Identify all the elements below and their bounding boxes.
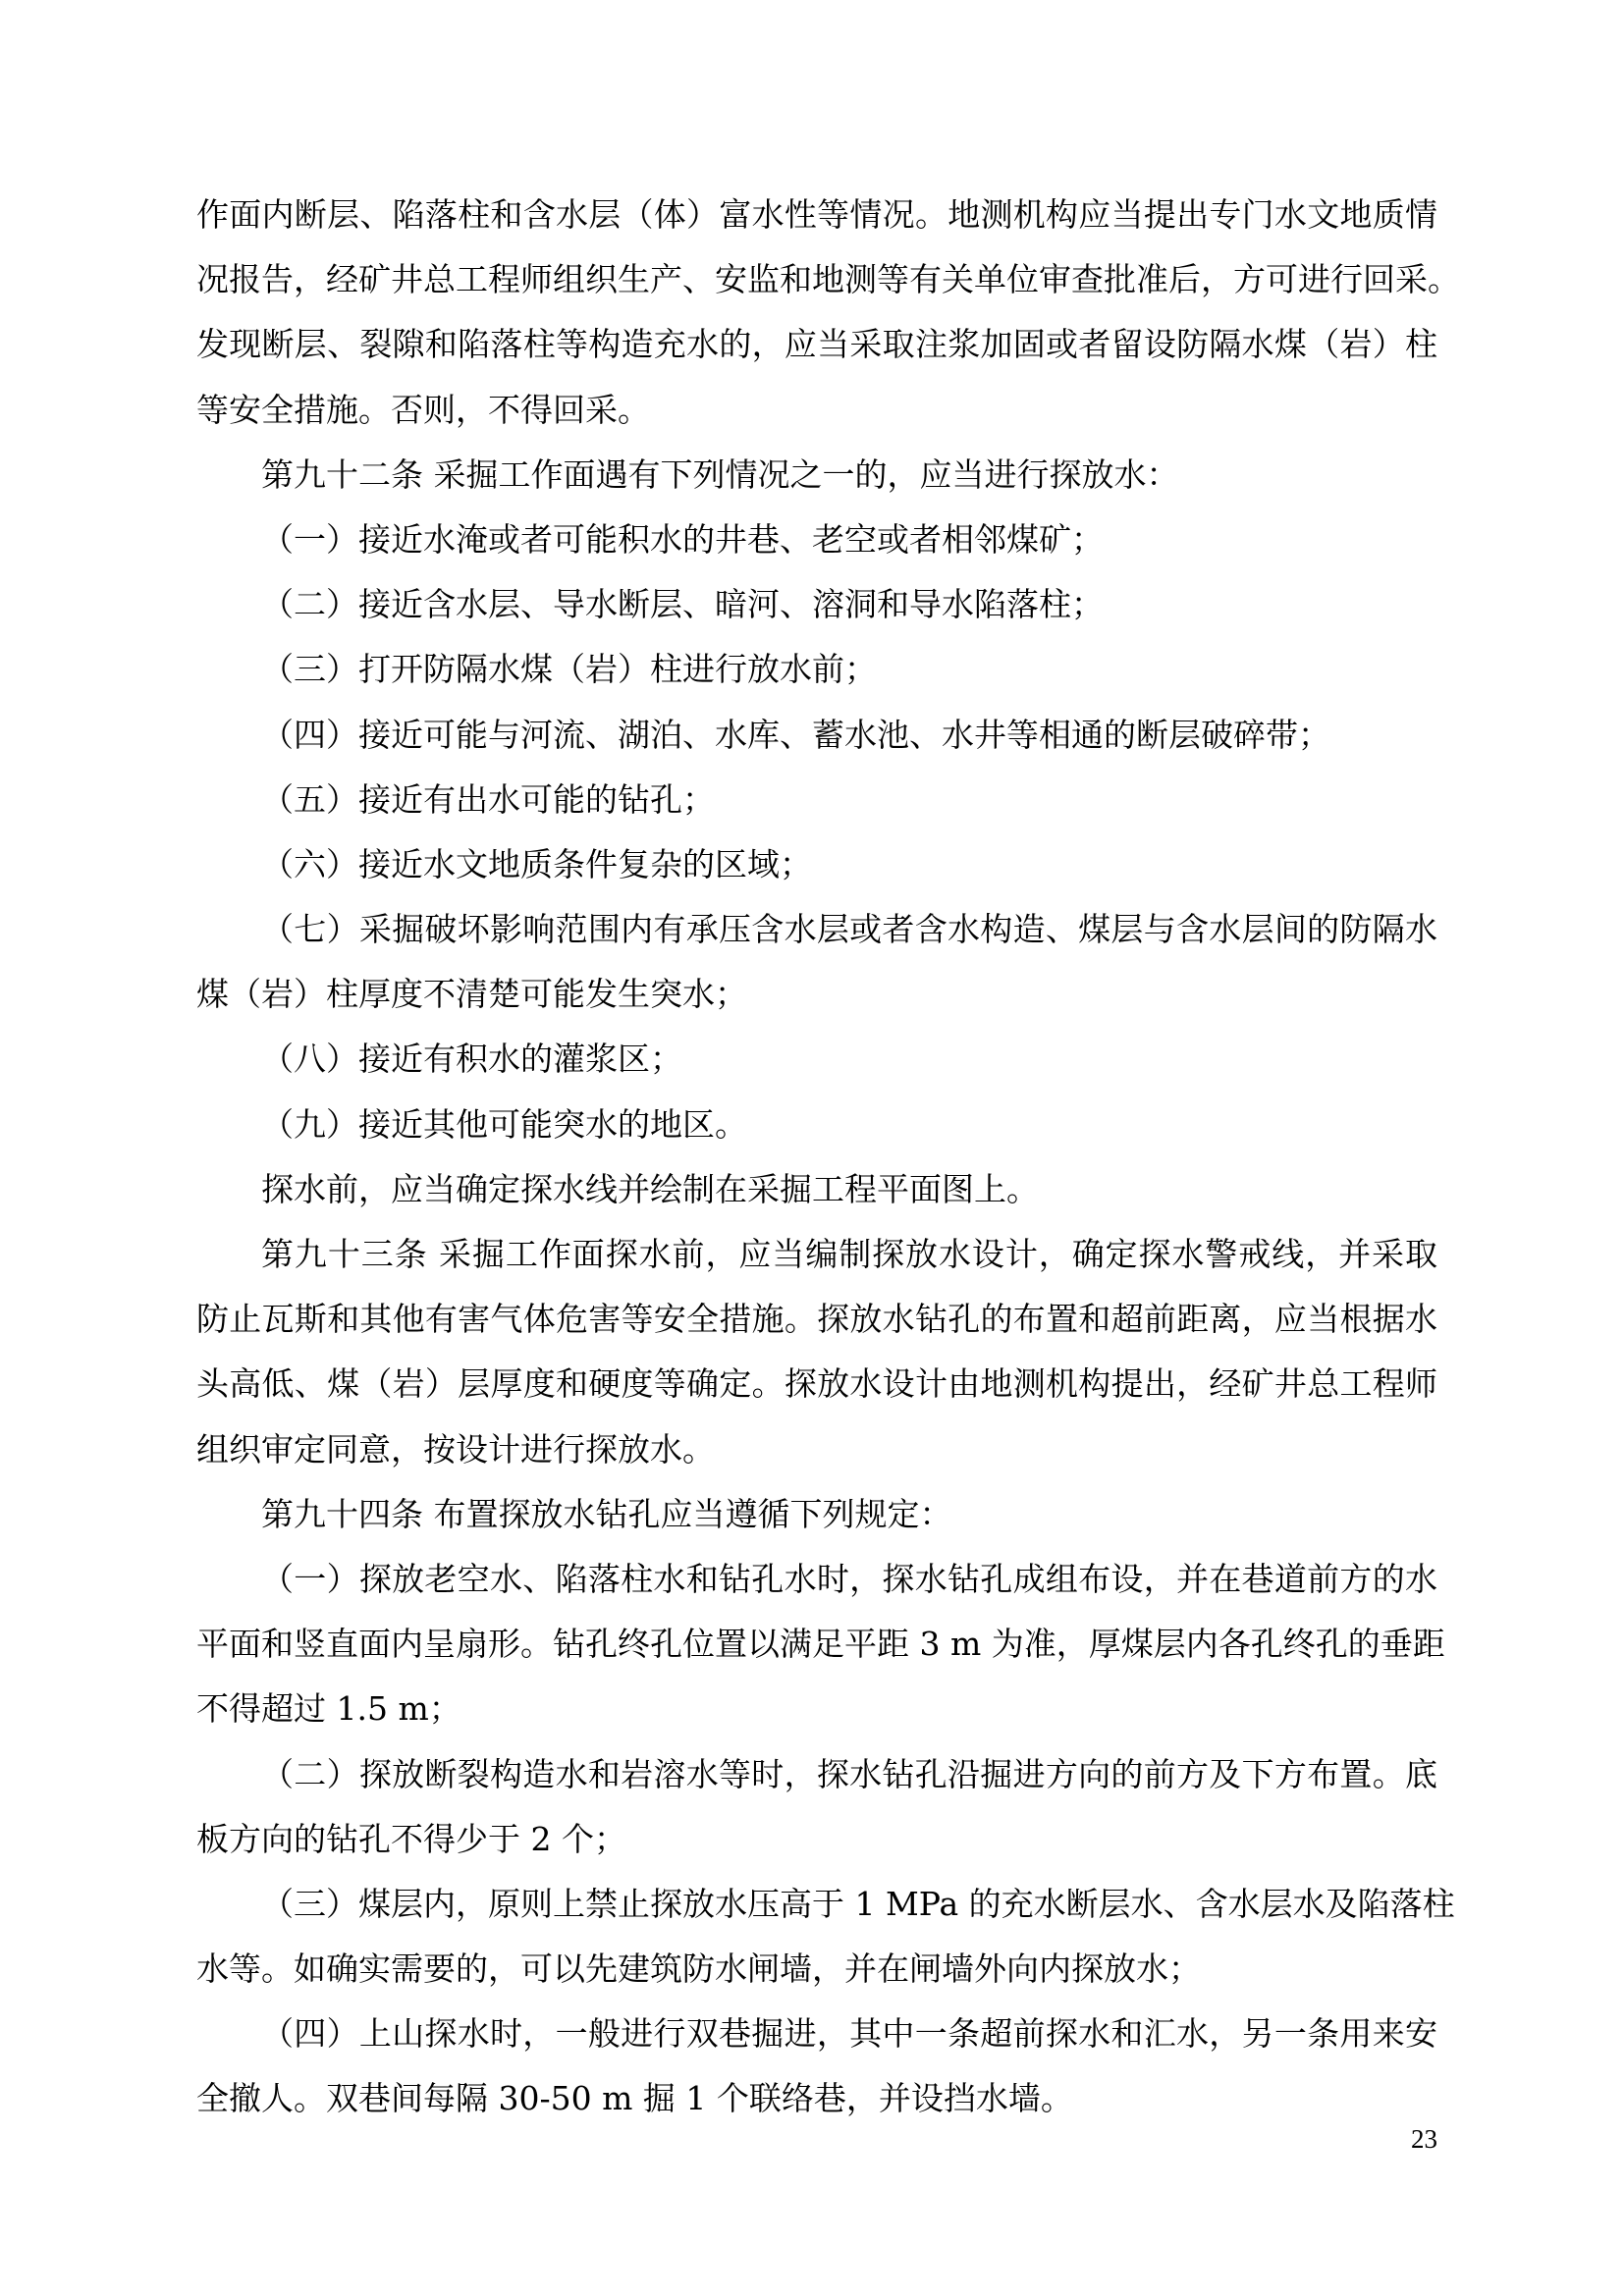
list-item: （五）接近有出水可能的钻孔； xyxy=(261,779,715,819)
list-item: （六）接近水文地质条件复杂的区域； xyxy=(261,844,812,883)
list-item: （二）探放断裂构造水和岩溶水等时，探水钻孔沿掘进方向的前方及下方布置。底 xyxy=(261,1754,1437,1793)
list-item: （七）采掘破坏影响范围内有承压含水层或者含水构造、煤层与含水层间的防隔水 xyxy=(261,910,1437,949)
list-item: （三）打开防隔水煤（岩）柱进行放水前； xyxy=(261,650,877,689)
body-text xyxy=(196,183,1460,2132)
list-item: （四）接近可能与河流、湖泊、水库、蓄水池、水井等相通的断层破碎带； xyxy=(261,715,1330,754)
text-line: 煤（岩）柱厚度不清楚可能发生突水； xyxy=(196,975,747,1014)
text-line: 头高低、煤（岩）层厚度和硬度等确定。探放水设计由地测机构提出，经矿井总工程师 xyxy=(196,1364,1437,1404)
list-item: （一）接近水淹或者可能积水的井巷、老空或者相邻煤矿； xyxy=(261,519,1104,559)
list-item: （九）接近其他可能突水的地区。 xyxy=(261,1104,747,1144)
list-item: （二）接近含水层、导水断层、暗河、溶洞和导水陷落柱； xyxy=(261,585,1104,624)
text-line: 水等。如确实需要的，可以先建筑防水闸墙，并在闸墙外向内探放水； xyxy=(196,1949,1201,1989)
text-line: 等安全措施。否则，不得回采。 xyxy=(196,390,650,429)
list-item: （四）上山探水时，一般进行双巷掘进，其中一条超前探水和汇水，另一条用来安 xyxy=(261,2014,1437,2054)
text-line: 不得超过 1.5 m； xyxy=(196,1689,461,1729)
article-heading-93: 第九十三条 采掘工作面探水前，应当编制探放水设计，确定探水警戒线，并采取 xyxy=(261,1235,1437,1273)
text-line: 板方向的钻孔不得少于 2 个； xyxy=(196,1819,626,1858)
text-line: 组织审定同意，按设计进行探放水。 xyxy=(196,1429,715,1468)
text-line: 况报告，经矿井总工程师组织生产、安监和地测等有关单位审查批准后，方可进行回采。 xyxy=(196,260,1460,299)
list-item: （三）煤层内，原则上禁止探放水压高于 1 MPa 的充水断层水、含水层水及陷落柱 xyxy=(261,1884,1455,1923)
list-item: （一）探放老空水、陷落柱水和钻孔水时，探水钻孔成组布设，并在巷道前方的水 xyxy=(261,1559,1437,1598)
list-item: （八）接近有积水的灌浆区； xyxy=(261,1040,682,1079)
text-line: 作面内断层、陷落柱和含水层（体）富水性等情况。地测机构应当提出专门水文地质情 xyxy=(196,195,1437,234)
paragraph: 探水前，应当确定探水线并绘制在采掘工程平面图上。 xyxy=(261,1169,1039,1208)
text-line: 发现断层、裂隙和陷落柱等构造充水的，应当采取注浆加固或者留设防隔水煤（岩）柱 xyxy=(196,325,1437,364)
article-heading-92: 第九十二条 采掘工作面遇有下列情况之一的，应当进行探放水： xyxy=(261,454,1179,494)
page-number: 23 xyxy=(1411,2124,1437,2154)
article-heading-94: 第九十四条 布置探放水钻孔应当遵循下列规定： xyxy=(261,1494,952,1533)
text-line: 防止瓦斯和其他有害气体危害等安全措施。探放水钻孔的布置和超前距离，应当根据水 xyxy=(196,1300,1437,1339)
text-line: 全撤人。双巷间每隔 30-50 m 掘 1 个联络巷，并设挡水墙。 xyxy=(196,2079,1073,2118)
text-line: 平面和竖直面内呈扇形。钻孔终孔位置以满足平距 3 m 为准，厚煤层内各孔终孔的垂距 xyxy=(196,1625,1445,1664)
